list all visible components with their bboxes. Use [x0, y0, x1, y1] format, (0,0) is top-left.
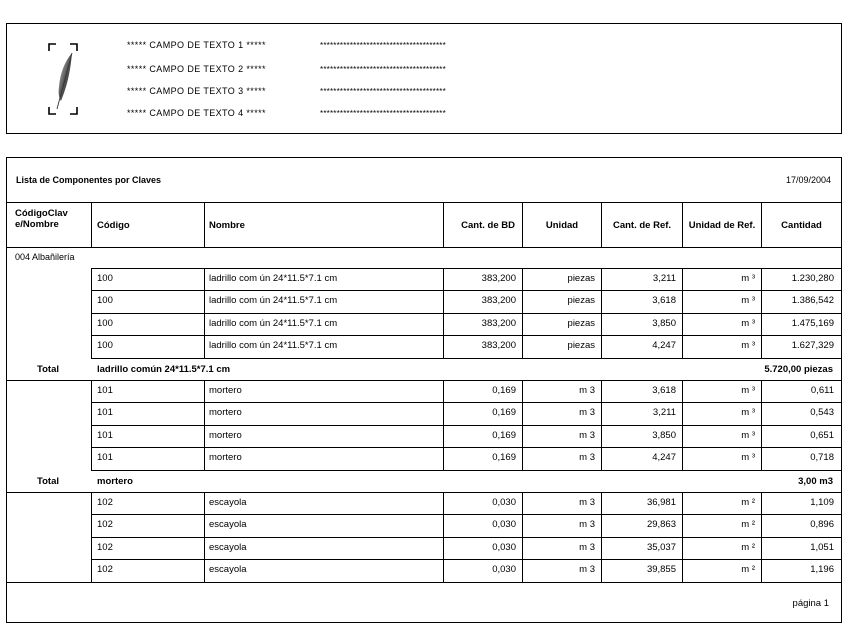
total-value: 3,00 m3	[798, 475, 833, 487]
cell-nombre: escayola	[209, 564, 247, 576]
col-separator	[91, 492, 92, 582]
report-date: 17/09/2004	[785, 175, 831, 185]
cell-cantidad: 1.230,280	[791, 273, 834, 284]
col-separator	[91, 380, 92, 470]
cell-unidad: m 3	[579, 519, 595, 531]
cell-nombre: ladrillo com ún 24*11.5*7.1 cm	[209, 295, 338, 307]
cell-cant-ref: 3,850	[652, 429, 676, 441]
report-body	[6, 157, 842, 623]
cell-cant-ref: 4,247	[652, 452, 676, 464]
col-separator	[682, 380, 683, 470]
cell-unidad-ref: m ³	[741, 340, 755, 352]
col-separator	[204, 202, 205, 247]
cell-codigo: 101	[97, 452, 113, 464]
cell-cantidad: 0,611	[810, 385, 834, 396]
col-separator	[91, 202, 92, 247]
cell-unidad: m 3	[579, 407, 595, 419]
cell-unidad-ref: m ³	[741, 317, 755, 329]
cell-nombre: ladrillo com ún 24*11.5*7.1 cm	[209, 317, 338, 329]
col-separator	[522, 492, 523, 582]
cell-cant-bd: 0,169	[492, 452, 516, 464]
cell-unidad: m 3	[579, 452, 595, 464]
col-separator	[601, 492, 602, 582]
cell-cantidad: 1,109	[810, 497, 834, 508]
col-separator	[522, 268, 523, 358]
col-separator	[682, 268, 683, 358]
cell-unidad-ref: m ³	[741, 273, 755, 284]
header-field-label-1: ***** CAMPO DE TEXTO 1 *****	[127, 40, 266, 50]
cell-cant-ref: 3,618	[652, 295, 676, 307]
header-field-value-2: **************************************	[320, 65, 446, 74]
cell-cant-bd: 0,030	[492, 541, 516, 553]
cell-cantidad: 0,718	[810, 452, 834, 464]
cell-codigo: 100	[97, 340, 113, 352]
col-separator	[443, 268, 444, 358]
total-label: Total	[37, 363, 59, 375]
total-name: mortero	[97, 475, 133, 487]
cell-unidad-ref: m ³	[741, 295, 755, 307]
header-field-value-4: **************************************	[320, 109, 446, 118]
cell-unidad-ref: m ²	[741, 497, 755, 508]
cell-nombre: mortero	[209, 429, 242, 441]
cell-codigo: 102	[97, 564, 113, 576]
cell-cantidad: 1,196	[810, 564, 834, 576]
cell-nombre: escayola	[209, 541, 247, 553]
header-bottom-rule	[7, 247, 841, 248]
column-header-cant-ref: Cant. de Ref.	[612, 220, 672, 231]
column-header-nombre: Nombre	[209, 220, 245, 231]
cell-unidad: m 3	[579, 541, 595, 553]
cell-unidad-ref: m ³	[741, 407, 755, 419]
total-label: Total	[37, 475, 59, 487]
cell-cant-bd: 383,200	[481, 273, 516, 284]
cell-unidad: m 3	[579, 429, 595, 441]
cell-nombre: mortero	[209, 385, 242, 396]
header-top-rule	[7, 202, 841, 203]
col-separator	[761, 380, 762, 470]
col-separator	[443, 492, 444, 582]
cell-cant-ref: 3,850	[652, 317, 676, 329]
cell-codigo: 101	[97, 407, 113, 419]
column-header-cant-bd: Cant. de BD	[461, 220, 515, 231]
cell-cant-ref: 3,618	[652, 385, 676, 396]
col-separator	[522, 380, 523, 470]
cell-cant-bd: 383,200	[481, 295, 516, 307]
cell-cantidad: 0,651	[810, 429, 834, 441]
cell-nombre: ladrillo com ún 24*11.5*7.1 cm	[209, 273, 338, 284]
col-separator	[761, 268, 762, 358]
column-header-clave: CódigoClav e/Nombre	[15, 208, 68, 230]
cell-codigo: 100	[97, 295, 113, 307]
group-label: 004 Albañilería	[15, 252, 75, 262]
col-separator	[204, 380, 205, 470]
cell-unidad-ref: m ³	[741, 385, 755, 396]
cell-cant-bd: 0,169	[492, 407, 516, 419]
cell-nombre: mortero	[209, 452, 242, 464]
cell-codigo: 102	[97, 497, 113, 508]
total-value: 5.720,00 piezas	[764, 363, 833, 375]
cell-unidad-ref: m ³	[741, 452, 755, 464]
header-field-label-3: ***** CAMPO DE TEXTO 3 *****	[127, 86, 266, 96]
row-rule	[91, 358, 841, 359]
cell-unidad: piezas	[567, 317, 595, 329]
page-number: página 1	[792, 598, 829, 609]
col-separator	[682, 492, 683, 582]
cell-cant-ref: 36,981	[646, 497, 676, 508]
cell-cantidad: 1.627,329	[791, 340, 834, 352]
cell-nombre: mortero	[209, 407, 242, 419]
cell-cantidad: 0,543	[810, 407, 834, 419]
cell-cant-bd: 0,169	[492, 385, 516, 396]
header-field-label-2: ***** CAMPO DE TEXTO 2 *****	[127, 64, 266, 74]
cell-unidad: piezas	[567, 340, 595, 352]
cell-cantidad: 1,051	[810, 541, 834, 553]
cell-unidad: m 3	[579, 564, 595, 576]
feather-logo-icon	[48, 43, 78, 115]
cell-unidad: piezas	[567, 295, 595, 307]
cell-cant-bd: 0,030	[492, 564, 516, 576]
column-header-codigo: Código	[97, 220, 130, 231]
cell-unidad-ref: m ³	[741, 429, 755, 441]
cell-codigo: 102	[97, 541, 113, 553]
cell-codigo: 101	[97, 385, 113, 396]
cell-cant-ref: 3,211	[652, 407, 676, 419]
cell-cant-ref: 35,037	[646, 541, 676, 553]
cell-nombre: escayola	[209, 497, 247, 508]
cell-cant-ref: 39,855	[646, 564, 676, 576]
cell-cantidad: 1.475,169	[791, 317, 834, 329]
report-header	[6, 23, 842, 134]
col-separator	[601, 380, 602, 470]
column-header-cantidad: Cantidad	[781, 220, 822, 231]
cell-nombre: escayola	[209, 519, 247, 531]
cell-cant-ref: 4,247	[652, 340, 676, 352]
report-title: Lista de Componentes por Claves	[16, 175, 162, 185]
cell-codigo: 100	[97, 273, 113, 284]
col-separator	[761, 492, 762, 582]
col-separator	[91, 268, 92, 358]
table-bottom-rule	[7, 582, 841, 583]
cell-cant-ref: 3,211	[652, 273, 676, 284]
cell-cantidad: 0,896	[810, 519, 834, 531]
cell-cant-bd: 383,200	[481, 317, 516, 329]
row-rule	[91, 470, 841, 471]
cell-unidad: m 3	[579, 497, 595, 508]
cell-unidad-ref: m ²	[741, 541, 755, 553]
cell-nombre: ladrillo com ún 24*11.5*7.1 cm	[209, 340, 338, 352]
header-field-label-4: ***** CAMPO DE TEXTO 4 *****	[127, 108, 266, 118]
cell-cant-ref: 29,863	[646, 519, 676, 531]
cell-unidad: m 3	[579, 385, 595, 396]
cell-cant-bd: 0,169	[492, 429, 516, 441]
cell-unidad: piezas	[567, 273, 595, 284]
cell-unidad-ref: m ²	[741, 519, 755, 531]
header-field-value-1: **************************************	[320, 41, 446, 50]
cell-cant-bd: 0,030	[492, 497, 516, 508]
col-separator	[204, 492, 205, 582]
cell-codigo: 100	[97, 317, 113, 329]
total-name: ladrillo común 24*11.5*7.1 cm	[97, 363, 231, 375]
column-header-unidad: Unidad	[545, 220, 579, 231]
cell-cant-bd: 0,030	[492, 519, 516, 531]
cell-codigo: 101	[97, 429, 113, 441]
col-separator	[601, 268, 602, 358]
col-separator	[204, 268, 205, 358]
cell-codigo: 102	[97, 519, 113, 531]
cell-unidad-ref: m ²	[741, 564, 755, 576]
header-field-value-3: **************************************	[320, 87, 446, 96]
col-separator	[443, 380, 444, 470]
column-header-unidad-ref: Unidad de Ref.	[688, 220, 756, 231]
cell-cant-bd: 383,200	[481, 340, 516, 352]
cell-cantidad: 1.386,542	[791, 295, 834, 307]
